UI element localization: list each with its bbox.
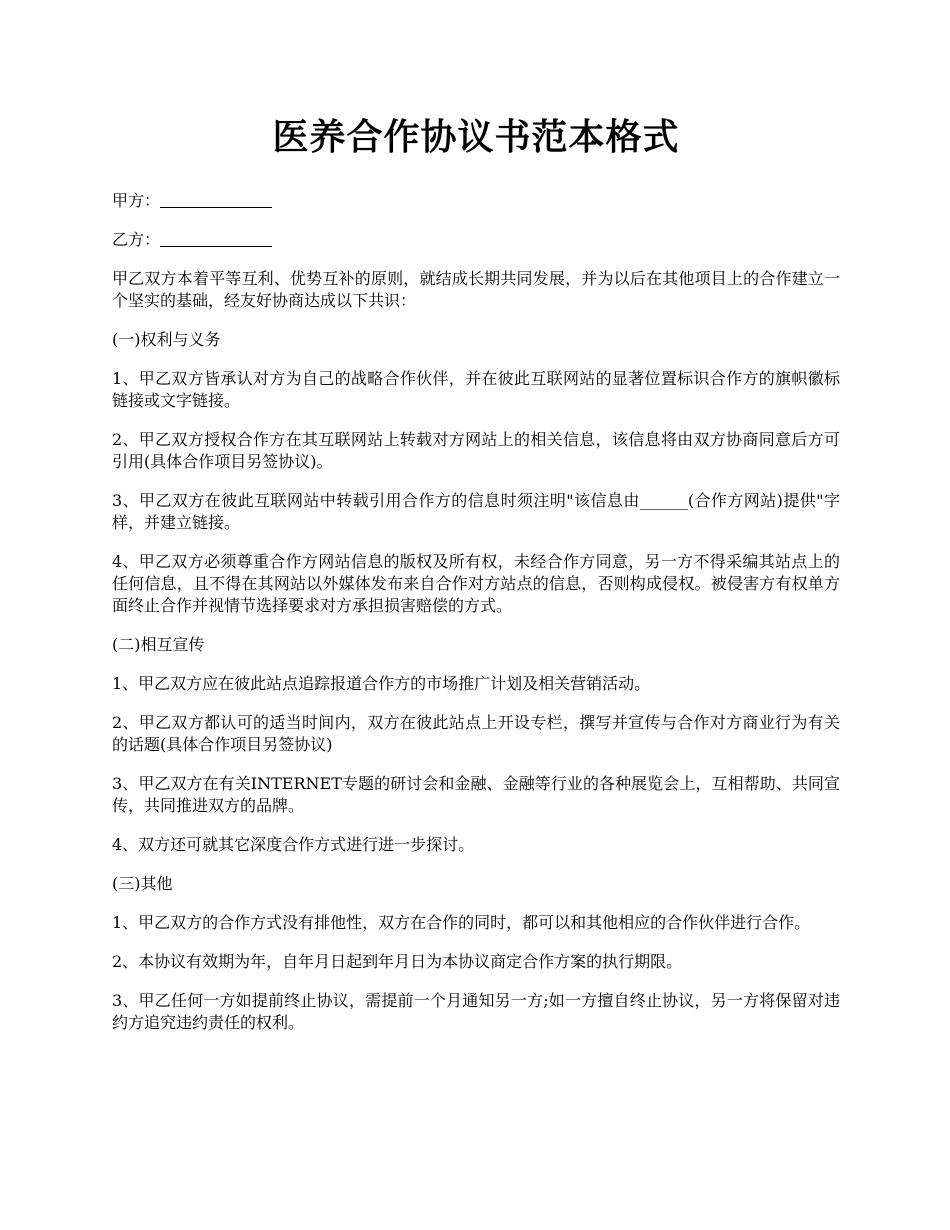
party-a-line	[112, 190, 840, 212]
party-b-label: 乙方：	[112, 230, 161, 249]
party-b-blank	[160, 230, 272, 247]
document-page	[112, 112, 840, 1051]
intro-paragraph: 甲乙双方本着平等互利、优势互补的原则，就结成长期共同发展，并为以后在其他项目上的合作建立一个坚实的基础，经友好协商达成以下共识：	[112, 269, 840, 310]
clause-paragraph: 1、甲乙双方的合作方式没有排他性，双方在合作的同时，都可以和其他相应的合作伙伴进行合作。	[112, 913, 811, 932]
document-title: 医养合作协议书范本格式	[272, 117, 680, 158]
party-b-line	[112, 229, 840, 251]
clause-paragraph: 3、甲乙任何一方如提前终止协议，需提前一个月通知另一方;如一方擅自终止协议，另一方将保留对违约方追究违约责任的权利。	[112, 991, 840, 1032]
clause-paragraph: 2、甲乙双方授权合作方在其互联网站上转载对方网站上的相关信息，该信息将由双方协商同意后方可引用(具体合作项目另签协议)。	[112, 430, 840, 471]
clause-paragraph: 2、甲乙双方都认可的适当时间内，双方在彼此站点上开设专栏，撰写并宣传与合作对方商业行为有关的话题(具体合作项目另签协议)	[112, 713, 840, 754]
clause-paragraph: 1、甲乙双方皆承认对方为自己的战略合作伙伴，并在彼此互联网站的显著位置标识合作方的旗帜徽标链接或文字链接。	[112, 369, 840, 410]
section-heading: (三)其他	[112, 874, 173, 893]
party-a-label: 甲方：	[112, 191, 161, 210]
party-a-blank	[160, 191, 272, 208]
clause-paragraph: 4、双方还可就其它深度合作方式进行进一步探讨。	[112, 835, 475, 854]
clause-paragraph: 2、本协议有效期为年，自年月日起到年月日为本协议商定合作方案的执行期限。	[112, 952, 683, 971]
clause-paragraph: 4、甲乙双方必须尊重合作方网站信息的版权及所有权，未经合作方同意，另一方不得采编其站点上的任何信息，且不得在其网站以外媒体发布来自合作对方站点的信息，否则构成侵权。被侵害方有权单方面终止合作并视情节选择要求对方承担损害赔偿的方式。	[112, 552, 840, 615]
clause-paragraph: 3、甲乙双方在有关INTERNET专题的研讨会和金融、金融等行业的各种展览会上，互相帮助、共同宣传，共同推进双方的品牌。	[112, 774, 840, 815]
section-heading: (二)相互宣传	[112, 635, 205, 654]
clause-paragraph: 1、甲乙双方应在彼此站点追踪报道合作方的市场推广计划及相关营销活动。	[112, 674, 651, 693]
clause-paragraph: 3、甲乙双方在彼此互联网站中转载引用合作方的信息时须注明"该信息由______(合作方网站)提供"字样，并建立链接。	[112, 491, 840, 532]
section-heading: (一)权利与义务	[112, 330, 221, 349]
